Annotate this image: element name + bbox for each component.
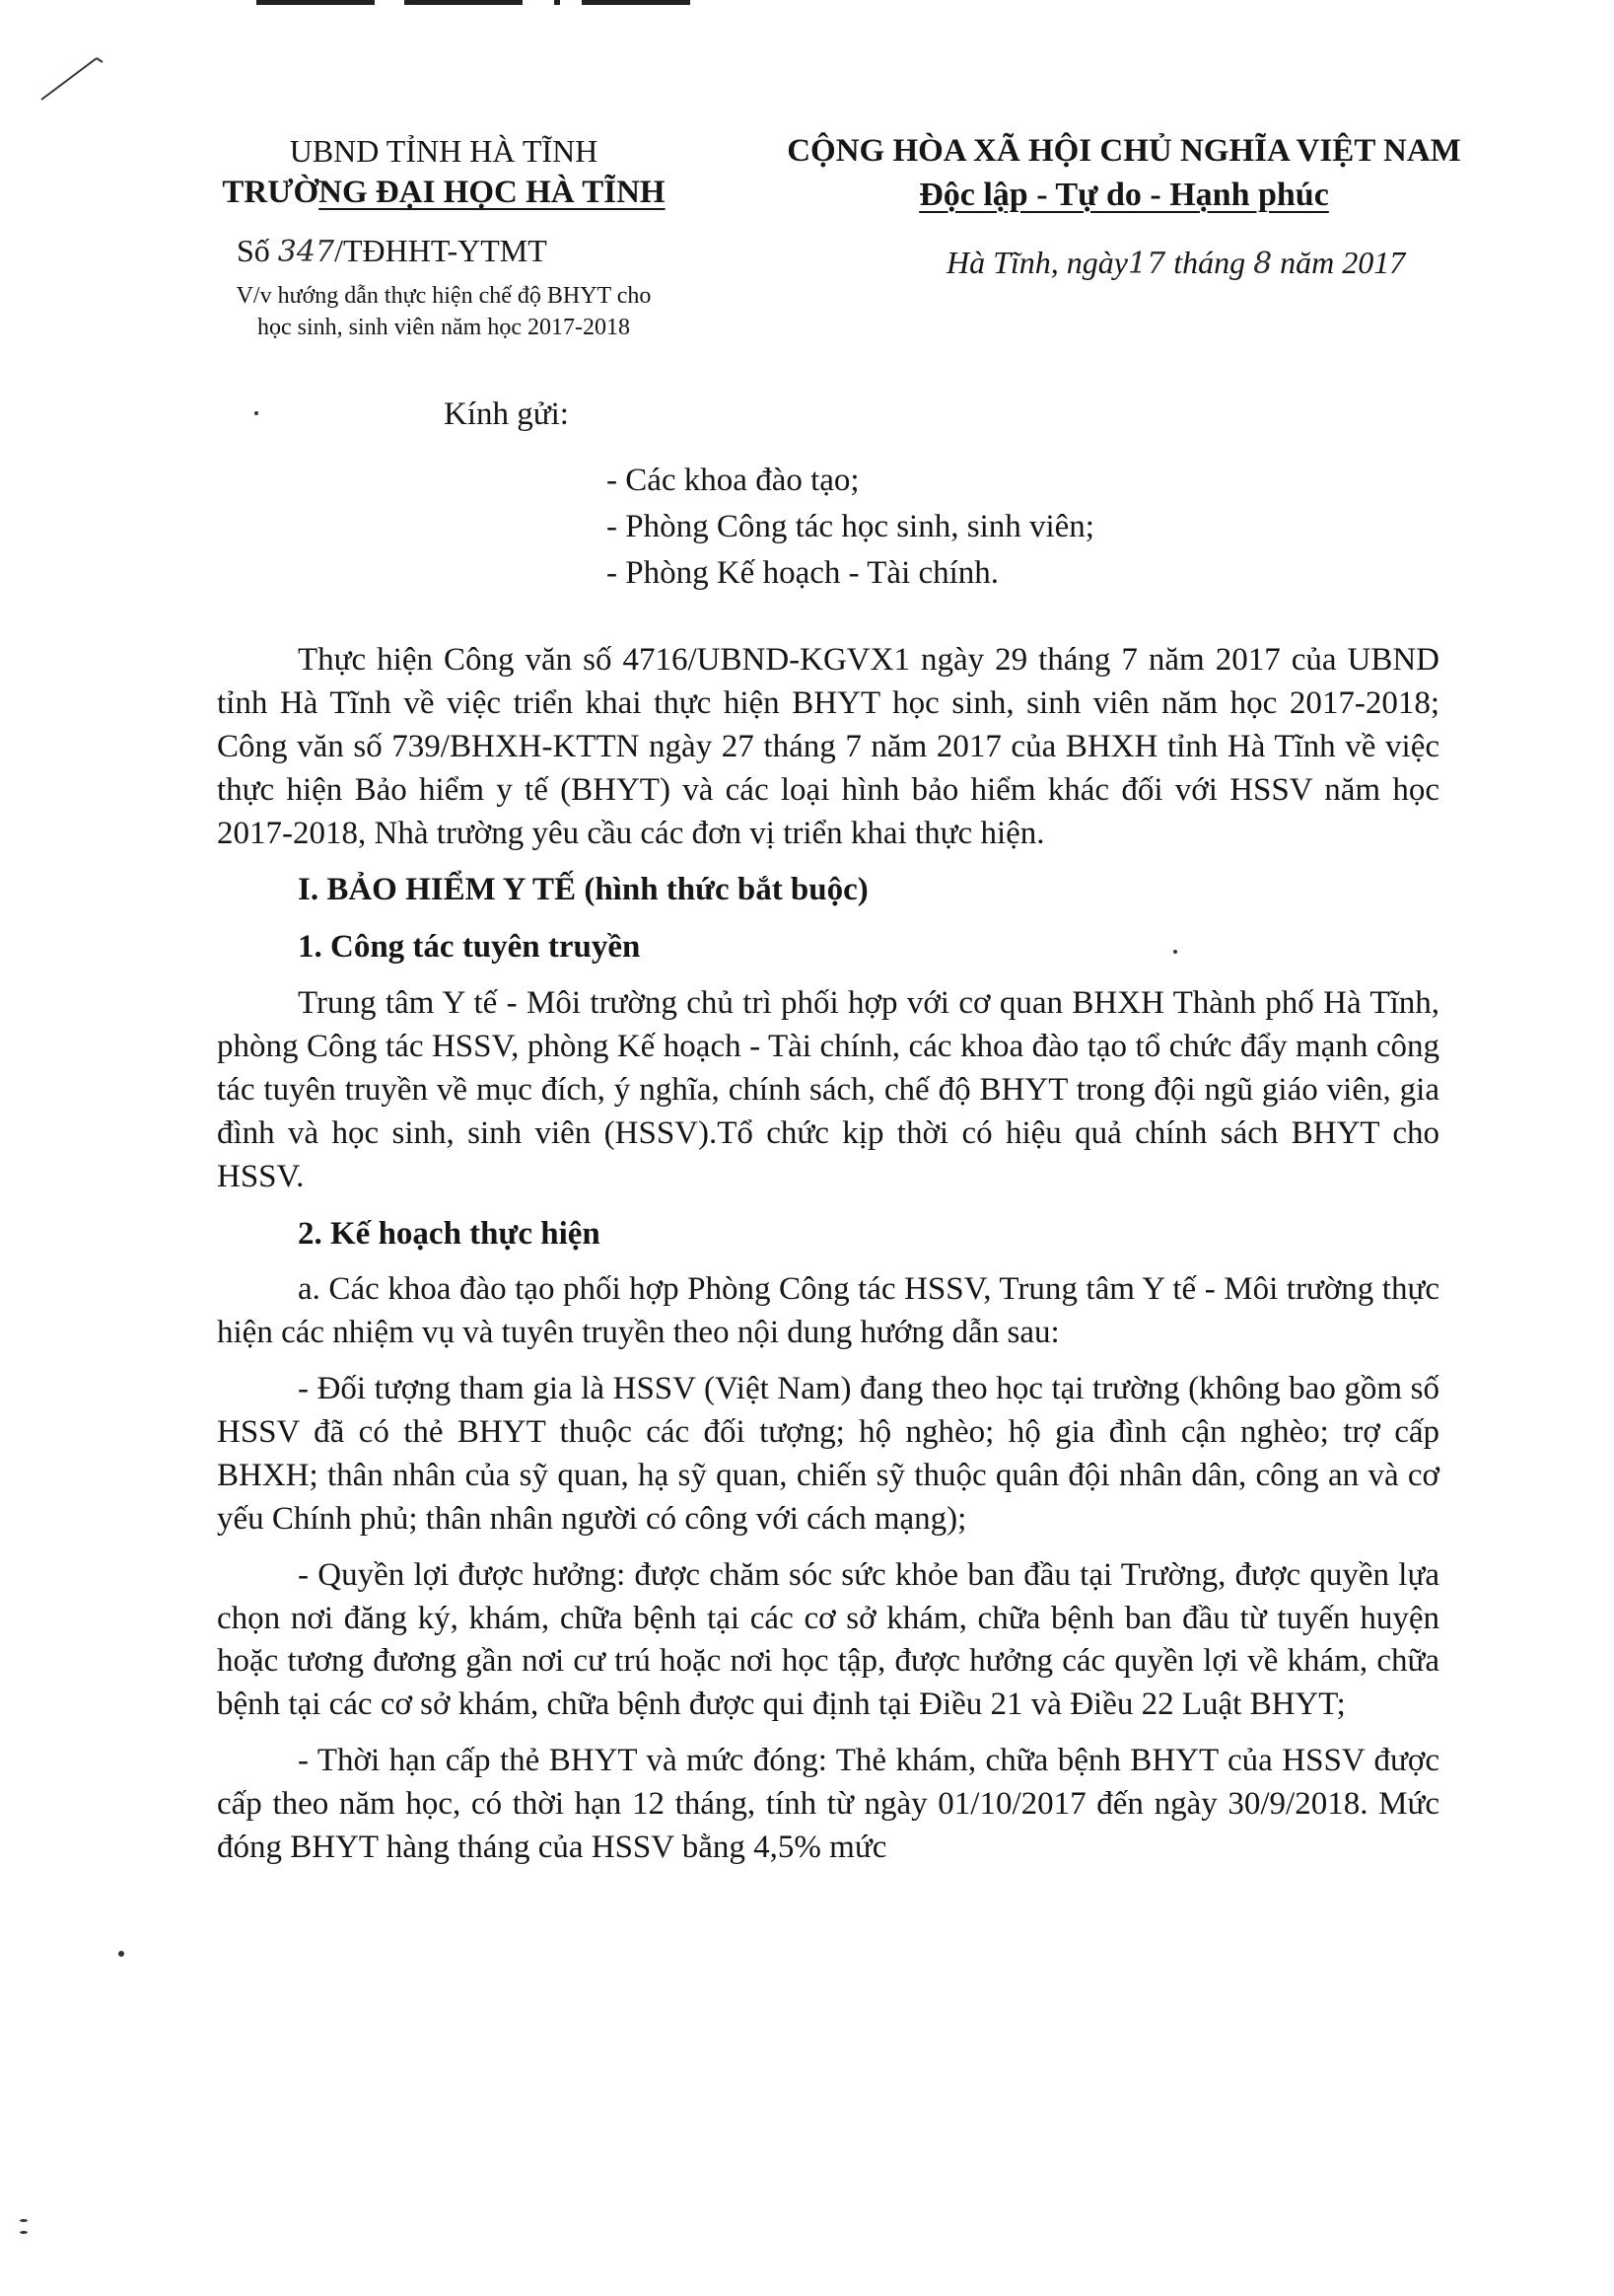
subsection-2-title: 2. Kế hoạch thực hiện xyxy=(298,1215,600,1252)
agency-name: UBND TỈNH HÀ TĨNH xyxy=(289,133,598,169)
subject-line: V/v hướng dẫn thực hiện chế độ BHYT cho học sinh, sinh viên năm học 2017-2018 xyxy=(236,283,652,340)
date-month-handwritten: 8 xyxy=(1253,247,1273,281)
document-number: Số 347/TĐHHT-YTMT xyxy=(237,233,547,269)
national-header-block xyxy=(749,130,1499,217)
scan-speck xyxy=(20,2231,28,2234)
section-1-title: I. BẢO HIỂM Y TẾ (hình thức bắt buộc) xyxy=(298,872,869,908)
recipients-list xyxy=(606,458,1094,597)
recipient-item: - Phòng Kế hoạch - Tài chính. xyxy=(606,554,1000,591)
salutation: Kính gửi: xyxy=(444,396,569,432)
recipient-item: - Phòng Công tác học sinh, sinh viên; xyxy=(606,508,1094,544)
bullet-card-term: - Thời hạn cấp thẻ BHYT và mức đóng: Thẻ khám, chữa bệnh BHYT của HSSV được cấp theo năm học, có thời hạn 12 tháng, tính từ ngày 01/10/2017 đến ngày 30/9/2018. Mức đóng BHYT hàng tháng của HSSV bằng 4,5% mức xyxy=(217,1743,1439,1865)
scan-top-edge xyxy=(256,0,1614,6)
scan-speck xyxy=(20,2219,28,2222)
document-date: Hà Tĩnh, ngày17 tháng 8 năm 2017 xyxy=(947,245,1406,281)
school-name: TRƯỜNG ĐẠI HỌC HÀ TĨNH xyxy=(222,175,666,211)
subsection-1-title: 1. Công tác tuyên truyền xyxy=(298,929,641,966)
date-day-handwritten: 17 xyxy=(1128,247,1166,281)
national-motto: Độc lập - Tự do - Hạnh phúc xyxy=(919,176,1329,213)
bullet-benefits: - Quyền lợi được hưởng: được chăm sóc sức khỏe ban đầu tại Trường, được quyền lựa chọn nơi đăng ký, khám, chữa bệnh tại các cơ sở khám, chữa bệnh ban đầu từ tuyến huyện hoặc tương đương gần nơi cư trú hoặc nơi học tập, được hưởng các quyền lợi về khám, chữa bệnh tại các cơ sở khám, chữa bệnh được qui định tại Điều 21 và Điều 22 Luật BHYT; xyxy=(217,1556,1439,1723)
issuing-agency-block xyxy=(187,130,700,215)
paragraph-a: a. Các khoa đào tạo phối hợp Phòng Công tác HSSV, Trung tâm Y tế - Môi trường thực hiện các nhiệm vụ và tuyên truyền theo nội dung hướng dẫn sau: xyxy=(217,1271,1439,1351)
document-number-handwritten: 347 xyxy=(277,235,335,269)
scan-speck xyxy=(118,1951,124,1957)
recipient-item: - Các khoa đào tạo; xyxy=(606,463,860,498)
intro-paragraph: Thực hiện Công văn số 4716/UBND-KGVX1 ngày 29 tháng 7 năm 2017 của UBND tỉnh Hà Tĩnh về việc triển khai thực hiện BHYT học sinh, sinh viên năm học 2017-2018; Công văn số 739/BHXH-KTTN ngày 27 tháng 7 năm 2017 của BHXH tỉnh Hà Tĩnh về việc thực hiện Bảo hiểm y tế (BHYT) và các loại hình bảo hiểm khác đối với HSSV năm học 2017-2018, Nhà trường yêu cầu các đơn vị triển khai thực hiện. xyxy=(217,642,1439,851)
scan-speck xyxy=(1173,950,1177,954)
handwritten-mark xyxy=(39,54,108,104)
subsection-1-text: Trung tâm Y tế - Môi trường chủ trì phối hợp với cơ quan BHXH Thành phố Hà Tĩnh, phòng Công tác HSSV, phòng Kế hoạch - Tài chính, các khoa đào tạo tổ chức đẩy mạnh công tác tuyên truyền về mục đích, ý nghĩa, chính sách, chế độ BHYT trong đội ngũ giáo viên, gia đình và học sinh, sinh viên (HSSV).Tổ chức kịp thời có hiệu quả chính sách BHYT cho HSSV. xyxy=(217,985,1439,1194)
document-body xyxy=(217,639,1439,1870)
nation-name: CỘNG HÒA XÃ HỘI CHỦ NGHĨA VIỆT NAM xyxy=(787,133,1461,169)
bullet-participants: - Đối tượng tham gia là HSSV (Việt Nam) đang theo học tại trường (không bao gồm số HSSV đã có thẻ BHYT thuộc các đối tượng; hộ nghèo; hộ gia đình cận nghèo; trợ cấp BHXH; thân nhân của sỹ quan, hạ sỹ quan, chiến sỹ thuộc quân đội nhân dân, công an và cơ yếu Chính phủ; thân nhân người có công với cách mạng); xyxy=(217,1371,1439,1537)
scan-speck xyxy=(254,411,258,415)
